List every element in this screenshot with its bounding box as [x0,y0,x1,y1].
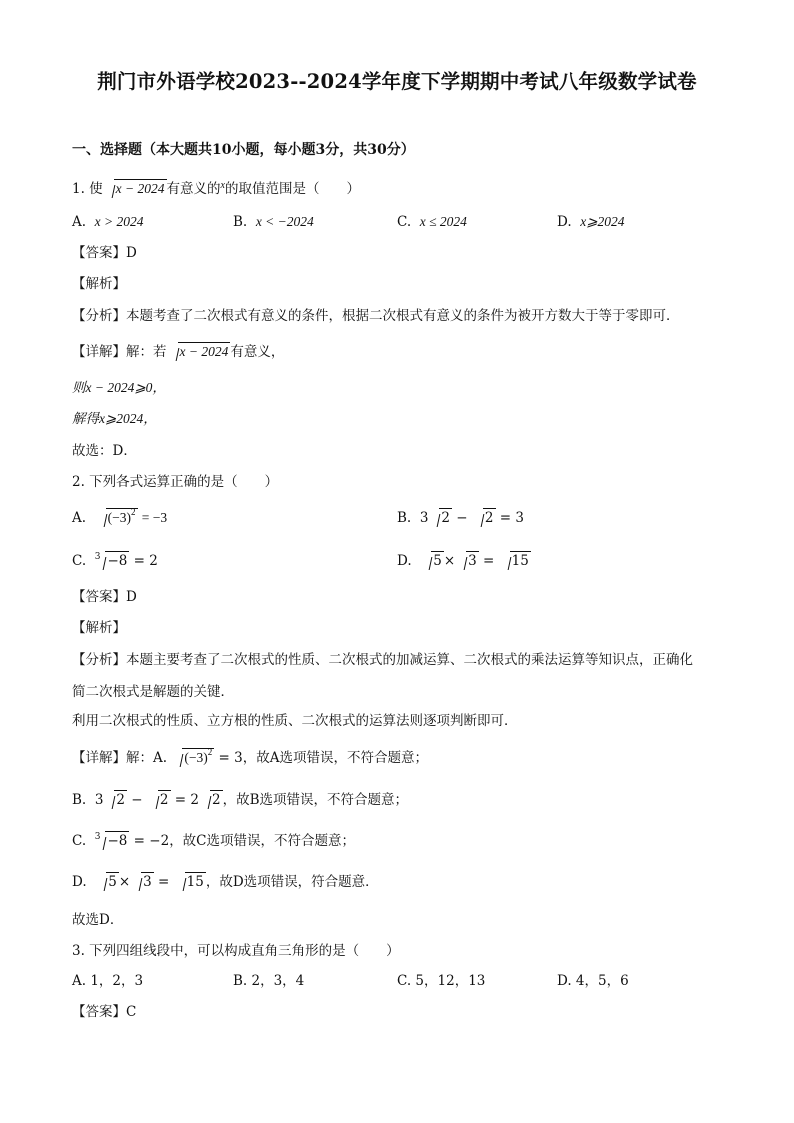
q2-detail-a-base: (−3) [184,750,208,765]
q2-detail-b-post: ，故B选项错误，不符合题意； [222,792,409,808]
q2-detail-d-rad3: 15 [186,874,204,890]
q1-xiangjie-post: 有意义， [230,344,285,360]
q1-radicand: x − 2024 [115,181,165,196]
q2-detail-c [72,831,355,853]
q1-stem-pre: 1. 使 [72,181,103,197]
q2-detail-c-sqrt [94,831,129,851]
q2-detail-b-rad2: 2 [159,792,169,808]
q2-detail-b-rad3: 2 [212,792,221,808]
q2-detail-d-sqrt2 [130,872,154,892]
q2-fenxi-line1: 【分析】本题主要考查了二次根式的性质、二次根式的加减运算、二次根式的乘法运算等知识点，正确化 [72,652,693,668]
q2-detail-d-post: ，故D选项错误，符合题意． [205,874,379,890]
q1-step1: 则x − 2024⩾0， [72,380,166,395]
q3-option-a: A. 1，2，3 [72,973,144,989]
q2-detail-b-sqrt1 [103,790,127,810]
q2-detail-a-post: ，故A选项错误，不符合题意； [242,750,428,766]
q2-detail-b-sqrt3 [199,790,223,810]
q2-option-d-sqrt2 [455,551,479,571]
q1-option-a [72,212,144,232]
q2-detail-b-eq: = 2 [174,792,199,808]
q2-option-b [397,508,524,528]
q2-option-b-coef: 3 [419,510,429,526]
q1-analysis-heading: 【解析】 [72,276,126,292]
q1-option-b-label: B. [233,214,248,230]
q2-option-b-eq: = 3 [499,510,524,526]
q2-detail-d-rad1: 5 [108,874,117,890]
q2-option-a [72,508,167,528]
q3-stem: 3. 下列四组线段中，可以构成直角三角形的是（ ） [72,943,400,959]
q2-detail-a-eq: = 3 [218,750,243,766]
q1-var: x [220,180,225,191]
q1-option-d-text: x⩾2024 [580,214,625,229]
q2-detail-d-sqrt3 [174,872,206,892]
q2-option-b-rad1: 2 [441,510,450,526]
q1-xiangjie-radicand: x − 2024 [179,344,229,359]
q1-option-a-text: x > 2024 [94,214,144,229]
exam-title: 荆门市外语学校2023--2024学年度下学期期中考试八年级数学试卷 [97,70,697,93]
q1-option-d [557,212,625,232]
q2-detail-b-coef: 3 [94,792,104,808]
q2-detail-a-radicand [182,748,214,768]
q1-stem-post: 有意义的 [166,181,221,197]
q2-detail-c-post: ，故C选项错误，不符合题意； [169,833,356,849]
q1-sqrt [103,179,167,199]
q2-option-a-base: (−3) [107,510,131,525]
q2-option-c-label: C. [72,553,87,569]
q2-option-a-radicand [106,508,138,528]
q2-option-c-rad: −8 [107,553,128,569]
q2-detail-c-rad: −8 [107,833,128,849]
q2-option-d-eq: = [483,553,495,569]
q1-fenxi: 【分析】本题考查了二次根式有意义的条件，根据二次根式有意义的条件为被开方数大于等于零即可． [72,308,680,324]
q1-option-a-label: A. [72,214,87,230]
q2-detail-b-sqrt2 [147,790,171,810]
q2-option-b-sqrt2 [472,508,496,528]
q2-answer: 【答案】D [72,589,137,605]
q1-answer: 【答案】D [72,245,137,261]
q2-detail-c-index: 3 [94,832,101,842]
q1-option-d-label: D. [557,214,572,230]
q2-option-c-sqrt [94,551,129,571]
q2-detail-a [72,748,428,768]
q2-detail-a-sqrt [171,748,214,768]
q2-option-d-op: × [443,553,456,569]
q1-stem-post2: 的取值范围是（ ） [224,181,360,197]
q3-option-c: C. 5，12，13 [397,973,486,989]
q1-stem [72,179,360,201]
q2-fenxi-line3: 利用二次根式的性质、立方根的性质、二次根式的运算法则逐项判断即可． [72,713,518,729]
q2-option-b-op: − [456,510,468,526]
q2-detail-d-eq: = [158,874,170,890]
q2-option-d-sqrt1 [420,551,444,571]
q2-option-c [72,551,158,573]
q2-detail-b [72,790,408,810]
q2-choose: 故选D． [72,912,124,928]
q2-option-d-label: D. [397,553,412,569]
q2-detail-c-eq: = −2 [133,833,170,849]
q2-fenxi-line2: 简二次根式是解题的关键． [72,684,234,700]
q2-option-d-rad1: 5 [433,553,442,569]
q2-detail-a-pre: 【详解】解：A. [72,750,168,766]
q2-option-a-label: A. [72,510,87,526]
q2-option-d-sqrt3 [499,551,531,571]
q3-option-b: B. 2，3，4 [233,973,305,989]
q3-answer: 【答案】C [72,1004,137,1020]
q1-option-b-text: x < −2024 [255,214,314,229]
q2-option-b-label: B. [397,510,412,526]
q2-option-b-rad2: 2 [484,510,494,526]
q2-detail-b-rad1: 2 [116,792,125,808]
q2-detail-b-op: − [131,792,143,808]
q2-option-a-exp: 2 [131,507,136,517]
q2-detail-d [72,872,379,892]
q2-option-a-sqrt [95,508,138,528]
q2-option-c-index: 3 [94,552,101,562]
q2-detail-d-label: D. [72,874,87,890]
q2-detail-b-label: B. [72,792,87,808]
q2-stem: 2. 下列各式运算正确的是（ ） [72,474,279,490]
q2-detail-d-rad2: 3 [143,874,152,890]
q3-option-d: D. 4，5，6 [557,973,629,989]
q2-detail-a-exp: 2 [207,747,213,757]
q1-xiangjie [72,342,284,362]
q1-option-b [233,212,314,232]
q1-choose: 故选：D． [72,443,137,459]
q2-option-c-eq: = 2 [133,553,158,569]
q1-option-c-label: C. [397,214,412,230]
q2-detail-c-label: C. [72,833,87,849]
q1-step2: 解得x⩾2024， [72,411,157,426]
section-heading-choice: 一、选择题（本大题共10小题，每小题3分，共30分） [72,142,415,158]
q1-xiangjie-pre: 【详解】解：若 [72,344,167,360]
q2-option-d-rad2: 3 [468,553,477,569]
q2-option-d-rad3: 15 [511,553,529,569]
q2-analysis-heading: 【解析】 [72,620,126,636]
q1-option-c-text: x ≤ 2024 [419,214,467,229]
q2-option-a-eq: = −3 [141,510,168,525]
q2-option-b-sqrt1 [428,508,452,528]
q1-xiangjie-sqrt [167,342,231,362]
q2-option-d [397,551,531,571]
q2-detail-d-op: × [118,874,131,890]
q2-detail-d-sqrt1 [95,872,119,892]
q1-option-c [397,212,467,232]
